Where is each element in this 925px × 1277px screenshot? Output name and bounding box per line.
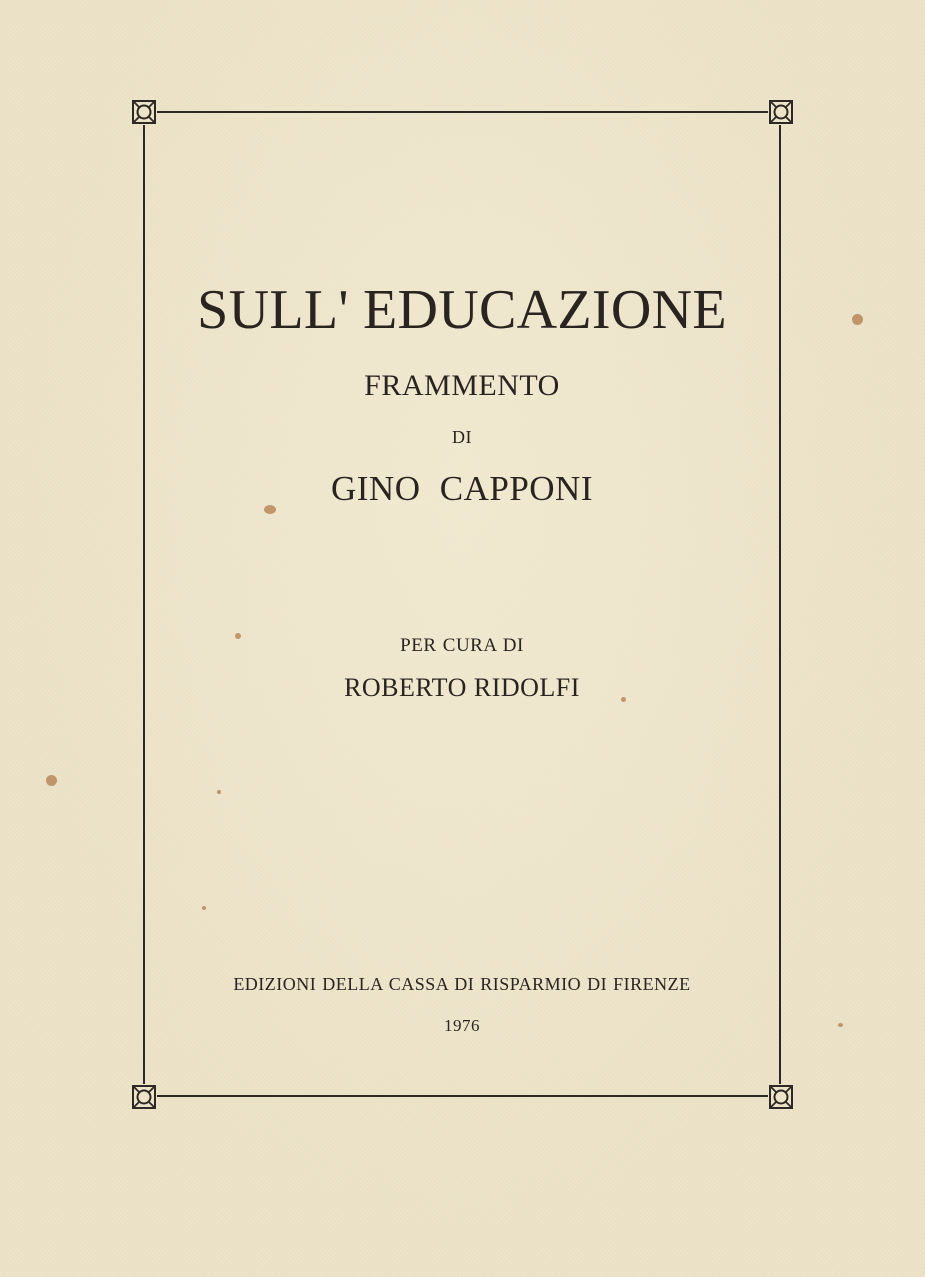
editor-credit-label: PER CURA DI [400, 635, 524, 656]
ornamental-corner-icon [768, 1084, 794, 1110]
book-title: SULL' EDUCAZIONE [197, 279, 727, 341]
cover-border-frame [143, 111, 781, 1097]
ornamental-corner-icon [131, 1084, 157, 1110]
ornamental-corner-icon [131, 99, 157, 125]
ornamental-corner-icon [768, 99, 794, 125]
author-preposition: DI [452, 427, 472, 447]
publisher-name: EDIZIONI DELLA CASSA DI RISPARMIO DI FIRENZE [233, 974, 691, 994]
book-subtitle: FRAMMENTO [364, 369, 560, 402]
publication-year: 1976 [444, 1016, 480, 1035]
editor-name: ROBERTO RIDOLFI [344, 673, 580, 702]
paper-stain [46, 775, 57, 786]
paper-stain [852, 314, 863, 325]
author-name: GINO CAPPONI [331, 469, 593, 508]
paper-stain [838, 1023, 843, 1027]
